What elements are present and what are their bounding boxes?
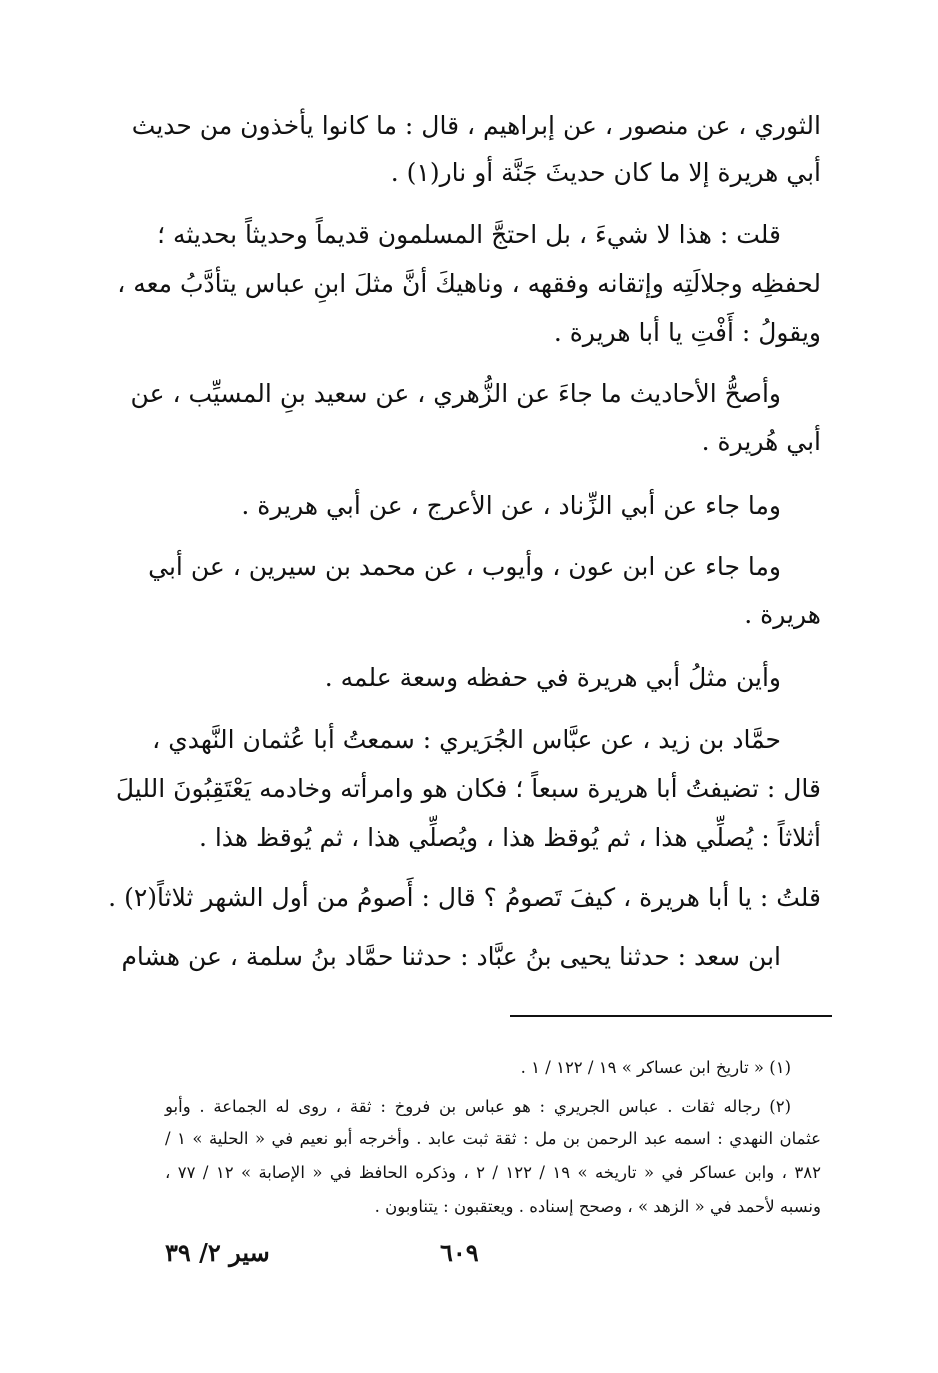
body-line: قال : تضيفتُ أبا هريرة سبعاً ؛ فكان هو وامرأته وخادمه يَعْتَقِبُونَ الليلَ — [115, 774, 821, 803]
footnote-line: ونسبه لأحمد في « الزهد » ، وصحح إسناده . ويعتقبون : يتناوبون . — [374, 1197, 821, 1216]
body-line: وما جاء عن أبي الزِّناد ، عن الأعرج ، عن أبي هريرة . — [241, 491, 781, 520]
footnote-line: (١) « تاريخ ابن عساكر » ١٩ / ١٢٢ / ١ . — [520, 1058, 791, 1077]
body-line: قلت : هذا لا شيءَ ، بل احتجَّ المسلمون قديماً وحديثاً بحديثه ؛ — [157, 220, 781, 249]
body-line: هريرة . — [744, 600, 821, 629]
body-line: أبي هريرة إلا ما كان حديثَ جَنَّة أو نار(١) . — [390, 158, 821, 187]
body-line: ويقولُ : أَفْتِ يا أبا هريرة . — [553, 318, 821, 347]
footnote-line: عثمان النهدي : اسمه عبد الرحمن بن مل : ثقة ثبت عابد . وأخرجه أبو نعيم في « الحلية » ١ / — [165, 1129, 822, 1148]
signature-mark: سير ٢/ ٣٩ — [165, 1238, 270, 1267]
body-line: ابن سعد : حدثنا يحيى بنُ عبَّاد : حدثنا حمَّاد بنُ سلمة ، عن هشام — [121, 942, 781, 971]
body-line: وما جاء عن ابن عون ، وأيوب ، عن محمد بن سيرين ، عن أبي — [148, 552, 781, 581]
body-line: قلتُ : يا أبا هريرة ، كيفَ تَصومُ ؟ قال : أَصومُ من أول الشهر ثلاثاً(٢) . — [108, 883, 821, 912]
body-line: وأصحُّ الأحاديث ما جاءَ عن الزُّهري ، عن سعيد بنِ المسيِّب ، عن — [130, 379, 781, 408]
body-line: حمَّاد بن زيد ، عن عبَّاس الجُرَيري : سمعتُ أبا عُثمان النَّهدي ، — [152, 725, 781, 754]
body-line: وأين مثلُ أبي هريرة في حفظه وسعة علمه . — [324, 663, 781, 692]
footnote-line: (٢) رجاله ثقات . عباس الجريري : هو عباس بن فروخ : ثقة ، روى له الجماعة . وأبو — [165, 1097, 791, 1116]
body-line: لحفظِه وجلالَتِه وإتقانه وفقهه ، وناهيكَ أنَّ مثلَ ابنِ عباس يتأدَّبُ معه ، — [117, 269, 821, 298]
footnote-separator — [510, 1015, 832, 1017]
page-number: ٦٠٩ — [440, 1238, 479, 1267]
footnote-line: ٣٨٢ ، وابن عساكر في « تاريخه » ١٩ / ١٢٢ / ٢ ، وذكره الحافظ في « الإصابة » ١٢ / ٧٧ ، — [165, 1163, 821, 1182]
body-line: أبي هُريرة . — [701, 427, 821, 456]
body-line: الثوري ، عن منصور ، عن إبراهيم ، قال : ما كانوا يأخذون من حديث — [131, 111, 821, 140]
body-line: أثلاثاً : يُصلِّي هذا ، ثم يُوقظ هذا ، ويُصلِّي هذا ، ثم يُوقظ هذا . — [198, 823, 821, 852]
